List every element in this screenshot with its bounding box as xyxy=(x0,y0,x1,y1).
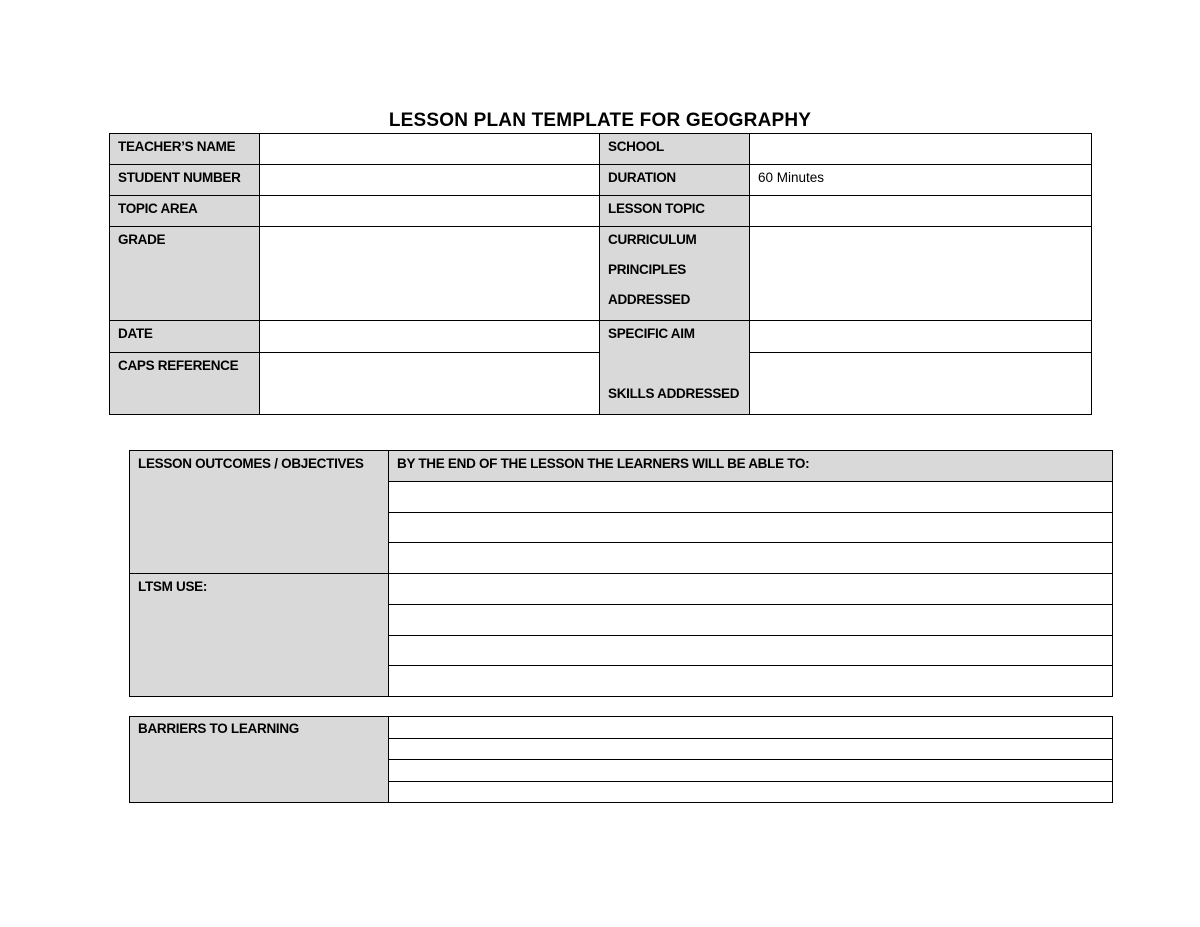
row-student-duration xyxy=(110,165,1092,196)
row-grade-curriculum xyxy=(110,227,1092,321)
barrier-field-4[interactable] xyxy=(389,781,1113,803)
date-label: DATE xyxy=(110,321,260,353)
ltsm-row xyxy=(130,574,1113,605)
school-field[interactable] xyxy=(750,134,1092,165)
row-date-aim xyxy=(110,321,1092,353)
lesson-info-table xyxy=(109,133,1092,415)
specific-aim-field[interactable] xyxy=(750,321,1092,353)
barriers-to-learning-label: BARRIERS TO LEARNING xyxy=(130,717,389,803)
specific-aim-label: SPECIFIC AIM xyxy=(608,326,695,341)
topic-area-field[interactable] xyxy=(260,196,600,227)
lesson-outcomes-label: LESSON OUTCOMES / OBJECTIVES xyxy=(130,451,389,574)
duration-label: DURATION xyxy=(600,165,750,196)
outcomes-header-row xyxy=(130,451,1113,482)
document-title: LESSON PLAN TEMPLATE FOR GEOGRAPHY xyxy=(388,110,812,131)
spacer xyxy=(608,354,749,384)
barriers-table xyxy=(129,716,1113,803)
grade-field[interactable] xyxy=(260,227,600,321)
outcomes-header: BY THE END OF THE LESSON THE LEARNERS WILL BE ABLE TO: xyxy=(389,451,1113,482)
curriculum-label-line1: CURRICULUM xyxy=(608,232,697,247)
row-topic xyxy=(110,196,1092,227)
skills-addressed-field[interactable] xyxy=(750,352,1092,414)
curriculum-principles-label xyxy=(600,227,750,321)
date-field[interactable] xyxy=(260,321,600,353)
curriculum-principles-field[interactable] xyxy=(750,227,1092,321)
topic-area-label: TOPIC AREA xyxy=(110,196,260,227)
caps-reference-label: CAPS REFERENCE xyxy=(110,352,260,414)
ltsm-field-1[interactable] xyxy=(389,574,1113,605)
ltsm-field-2[interactable] xyxy=(389,604,1113,635)
row-teacher-school xyxy=(110,134,1092,165)
ltsm-field-3[interactable] xyxy=(389,635,1113,666)
outcome-field-3[interactable] xyxy=(389,543,1113,574)
school-label: SCHOOL xyxy=(600,134,750,165)
curriculum-label-line3: ADDRESSED xyxy=(608,292,691,307)
outcome-field-2[interactable] xyxy=(389,512,1113,543)
lesson-topic-field[interactable] xyxy=(750,196,1092,227)
barrier-field-3[interactable] xyxy=(389,760,1113,782)
student-number-field[interactable] xyxy=(260,165,600,196)
teachers-name-field[interactable] xyxy=(260,134,600,165)
teachers-name-label: TEACHER’S NAME xyxy=(110,134,260,165)
ltsm-use-label: LTSM USE: xyxy=(130,574,389,697)
specific-aim-skills-label xyxy=(600,321,750,415)
outcome-field-1[interactable] xyxy=(389,481,1113,512)
duration-field[interactable]: 60 Minutes xyxy=(750,165,1092,196)
barrier-field-2[interactable] xyxy=(389,738,1113,760)
ltsm-field-4[interactable] xyxy=(389,666,1113,697)
caps-reference-field[interactable] xyxy=(260,352,600,414)
curriculum-label-line2: PRINCIPLES xyxy=(608,262,687,277)
student-number-label: STUDENT NUMBER xyxy=(110,165,260,196)
grade-label: GRADE xyxy=(110,227,260,321)
barrier-row xyxy=(130,717,1113,739)
outcomes-table xyxy=(129,450,1113,697)
barrier-field-1[interactable] xyxy=(389,717,1113,739)
lesson-topic-label: LESSON TOPIC xyxy=(600,196,750,227)
skills-addressed-label: SKILLS ADDRESSED xyxy=(608,386,740,401)
